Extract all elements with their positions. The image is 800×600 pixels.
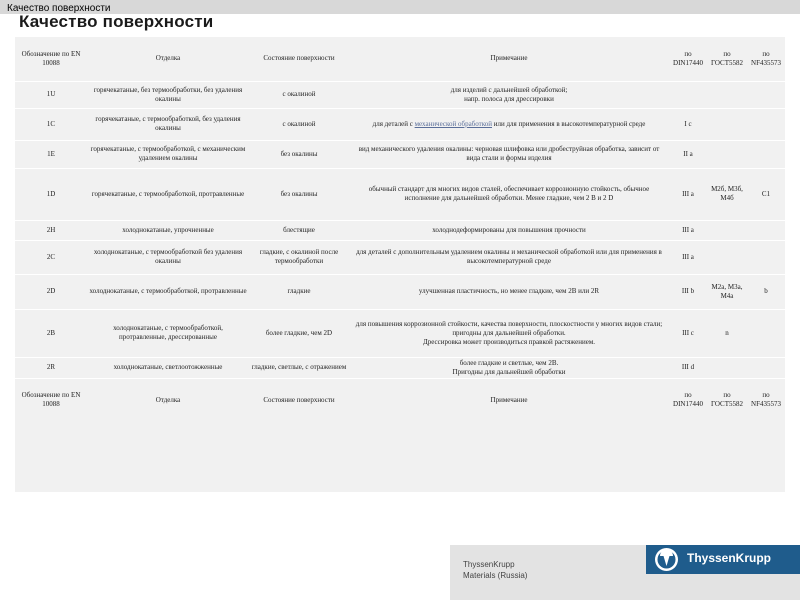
cell-nf: C1 [747, 168, 785, 220]
cell-note: для изделий с дальнейшей обработкой; напр. полоса для дрессировки [349, 81, 669, 108]
table-footer-row [15, 378, 785, 422]
logo-text: ThyssenKrupp [687, 551, 772, 565]
surface-quality-table-wrap [15, 37, 785, 492]
cell-note: для деталей с дополнительным удалением окалины и механической обработкой или для применения в высокотемпературной среде [349, 240, 669, 274]
col-header-din: по DIN17440 [669, 37, 707, 81]
col-footer-din: по DIN17440 [673, 391, 703, 409]
cell-state: гладкие, с окалиной после термообработки [249, 240, 349, 274]
cell-finish: холоднокатаные, светлоотожженные [87, 357, 249, 378]
cell-din: II a [669, 140, 707, 168]
cell-nf [747, 357, 785, 378]
table-row [15, 81, 785, 108]
brand-line2: Materials (Russia) [463, 571, 528, 580]
cell-state: гладкие [249, 274, 349, 309]
cell-state: гладкие, светлые, с отражением [249, 357, 349, 378]
cell-note: улучшенная пластичность, но менее гладкие, чем 2В или 2R [349, 274, 669, 309]
cell-nf [747, 309, 785, 357]
surface-quality-table [15, 37, 785, 422]
cell-nf [747, 81, 785, 108]
cell-code: 2H [15, 220, 87, 240]
table-row [15, 240, 785, 274]
thyssenkrupp-logo [646, 545, 800, 574]
cell-note: более гладкие и светлые, чем 2B. Пригодны для дальнейшей обработки [349, 357, 669, 378]
table-row [15, 357, 785, 378]
cell-note: холоднодеформированы для повышения прочности [349, 220, 669, 240]
cell-code: 1E [15, 140, 87, 168]
cell-gost: М2б, М3б, М4б [707, 168, 747, 220]
cell-state: с окалиной [249, 81, 349, 108]
col-header-nf: по NF435573 [747, 37, 785, 81]
col-footer-state: Состояние поверхности [263, 395, 335, 404]
col-footer-nf: по NF435573 [751, 391, 781, 409]
col-header-gost: по ГОСТ5582 [707, 37, 747, 81]
cell-note: для деталей с механической обработкой или для применения в высокотемпературной среде [349, 108, 669, 140]
cell-state: более гладкие, чем 2D [249, 309, 349, 357]
cell-finish: горячекатаные, с термообработкой, без удаления окалины [87, 108, 249, 140]
cell-code: 2C [15, 240, 87, 274]
page-title: Качество поверхности [19, 12, 214, 31]
cell-din [669, 81, 707, 108]
table-header-row [15, 37, 785, 81]
note-link[interactable]: механической обработкой [414, 119, 492, 128]
col-footer-finish: Отделка [155, 395, 181, 404]
table-row [15, 168, 785, 220]
cell-finish: горячекатаные, без термообработки, без удаления окалины [87, 81, 249, 108]
cell-din: III a [669, 168, 707, 220]
cell-state: блестящие [249, 220, 349, 240]
col-footer-note: Примечание [490, 395, 528, 404]
table-row [15, 220, 785, 240]
table-body [15, 81, 785, 378]
table-row [15, 140, 785, 168]
cell-gost [707, 220, 747, 240]
cell-nf [747, 240, 785, 274]
topbar-title: Качество поверхности [7, 3, 111, 14]
cell-gost [707, 140, 747, 168]
brand-panel [450, 545, 800, 600]
cell-code: 2B [15, 309, 87, 357]
cell-din: III c [669, 309, 707, 357]
cell-finish: холоднокатаные, с термообработкой, протравленные, дрессированные [87, 309, 249, 357]
cell-gost [707, 81, 747, 108]
col-header-state: Состояние поверхности [249, 37, 349, 81]
cell-finish: холоднокатаные, упрочненные [87, 220, 249, 240]
cell-code: 1C [15, 108, 87, 140]
brand-text [463, 559, 527, 581]
cell-gost: М2а, М3а, М4а [707, 274, 747, 309]
table-row [15, 108, 785, 140]
cell-gost [707, 357, 747, 378]
cell-code: 1U [15, 81, 87, 108]
col-header-finish: Отделка [87, 37, 249, 81]
cell-state: без окалины [249, 168, 349, 220]
table-row [15, 274, 785, 309]
cell-finish: холоднокатаные, с термообработкой без удаления окалины [87, 240, 249, 274]
cell-state: с окалиной [249, 108, 349, 140]
cell-note: для повышения коррозионной стойкости, качества поверхности, плоскостности у многих видов стали; пригодны для дальнейшей обработки. Дрессировка может производиться правкой растяжением. [349, 309, 669, 357]
cell-din: III a [669, 220, 707, 240]
cell-nf [747, 108, 785, 140]
cell-gost: n [707, 309, 747, 357]
cell-code: 2R [15, 357, 87, 378]
col-footer-gost: по ГОСТ5582 [711, 391, 743, 409]
cell-nf [747, 140, 785, 168]
col-header-note: Примечание [349, 37, 669, 81]
cell-code: 2D [15, 274, 87, 309]
logo-underlay [646, 574, 800, 600]
col-header-code: Обозначение по EN 10088 [15, 37, 87, 81]
cell-state: без окалины [249, 140, 349, 168]
col-footer-code: Обозначение по EN 10088 [21, 391, 81, 409]
cell-gost [707, 108, 747, 140]
table-row [15, 309, 785, 357]
cell-gost [707, 240, 747, 274]
cell-finish: горячекатаные, с термообработкой, протравленные [87, 168, 249, 220]
logo-emblem-icon [654, 547, 679, 572]
cell-note: обычный стандарт для многих видов сталей, обеспечивает коррозионную стойкость, обычное исполнение для дальнейшей обработки. Менее гладкие, чем 2 B и 2 D [349, 168, 669, 220]
cell-finish: холоднокатаные, с термообработкой, протравленные [87, 274, 249, 309]
cell-nf [747, 220, 785, 240]
cell-note: вид механического удаления окалины: черновая шлифовка или дробеструйная обработка, зависит от вида стали и формы изделия [349, 140, 669, 168]
brand-line1: ThyssenKrupp [463, 560, 515, 569]
cell-din: I c [669, 108, 707, 140]
cell-finish: горячекатаные, с термообработкой, с механическим удалением окалины [87, 140, 249, 168]
cell-din: III b [669, 274, 707, 309]
cell-code: 1D [15, 168, 87, 220]
cell-din: III a [669, 240, 707, 274]
cell-din: III d [669, 357, 707, 378]
cell-nf: b [747, 274, 785, 309]
